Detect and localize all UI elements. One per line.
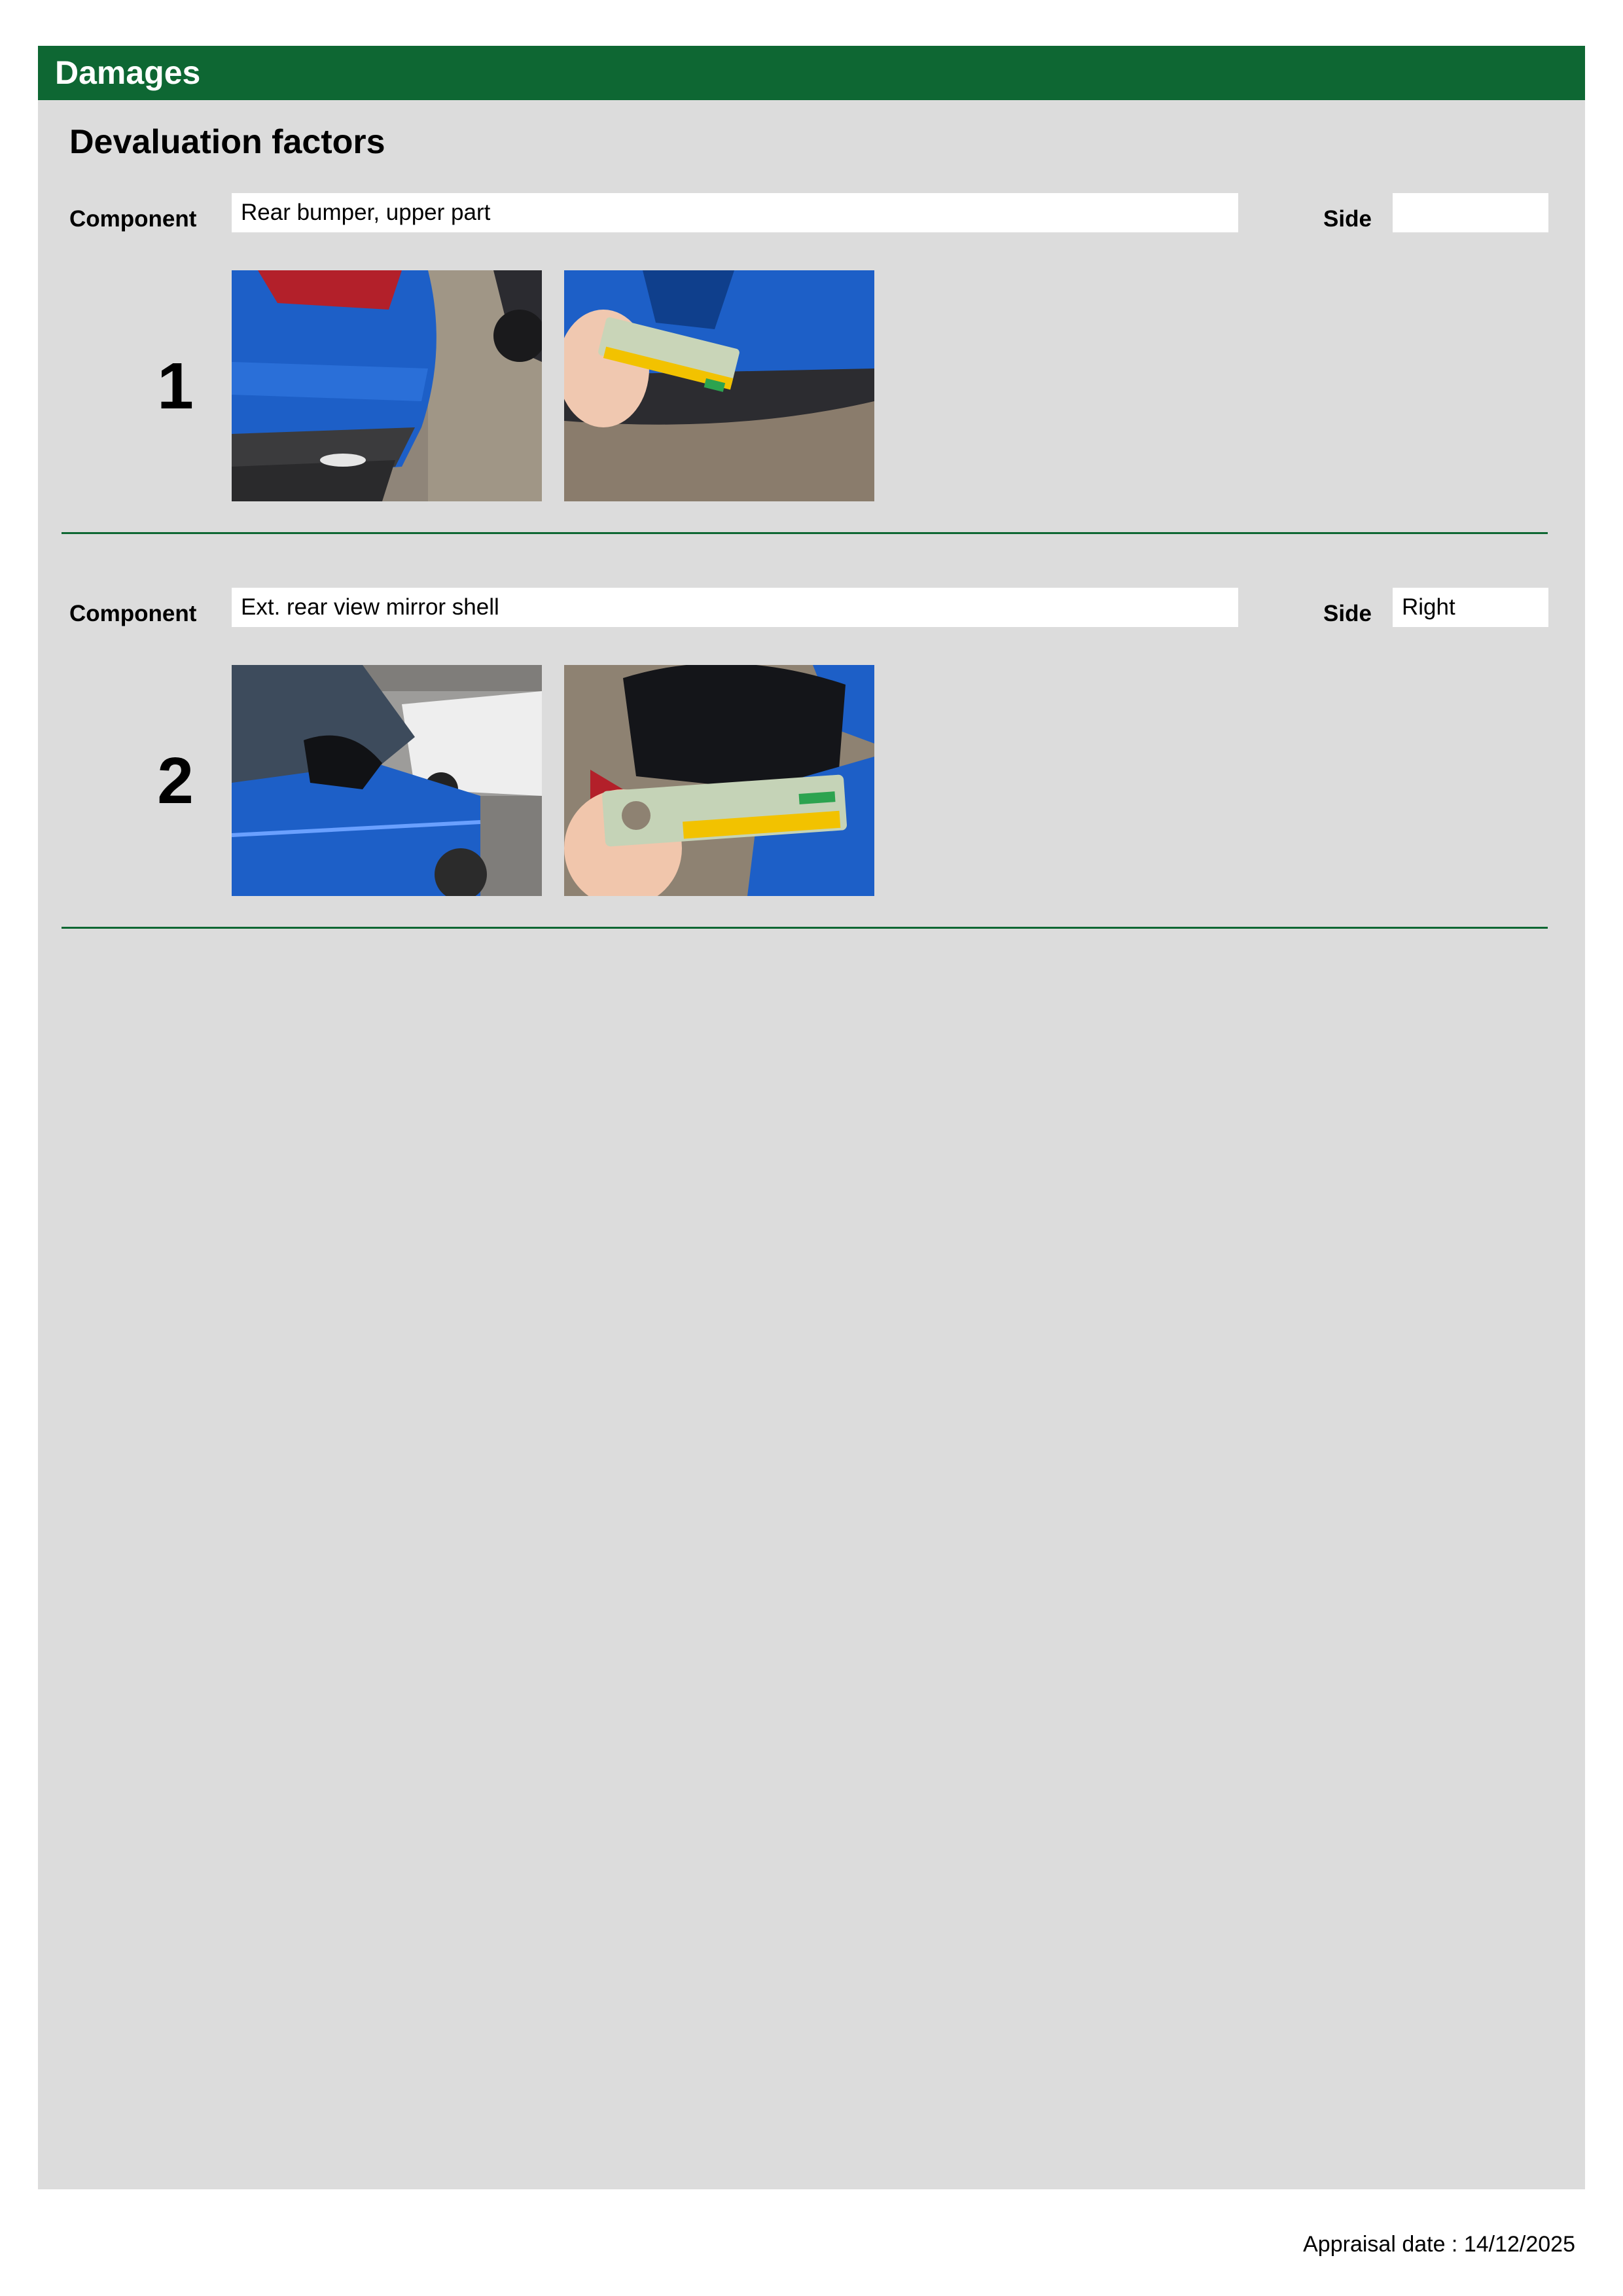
section-title: Devaluation factors: [69, 123, 385, 161]
side-label: Side: [1323, 601, 1372, 626]
damage-photo[interactable]: [564, 270, 874, 501]
page-header: [38, 46, 1585, 100]
damage-photo[interactable]: [564, 665, 874, 896]
row-divider: [62, 927, 1548, 929]
component-label: Component: [69, 601, 197, 626]
component-field: Ext. rear view mirror shell: [232, 588, 1238, 627]
side-field: [1393, 193, 1548, 232]
component-label: Component: [69, 206, 197, 232]
damage-number: 1: [157, 350, 194, 423]
appraisal-date: Appraisal date : 14/12/2025: [1303, 2232, 1575, 2257]
side-label: Side: [1323, 206, 1372, 232]
header-title: Damages: [55, 54, 201, 91]
damage-photo[interactable]: [232, 665, 542, 896]
side-field: Right: [1393, 588, 1548, 627]
damage-number: 2: [157, 744, 194, 817]
damages-panel: [38, 100, 1585, 2189]
damage-item: [38, 495, 1585, 888]
damage-item: [38, 100, 1585, 493]
component-field: Rear bumper, upper part: [232, 193, 1238, 232]
damage-photo[interactable]: [232, 270, 542, 501]
